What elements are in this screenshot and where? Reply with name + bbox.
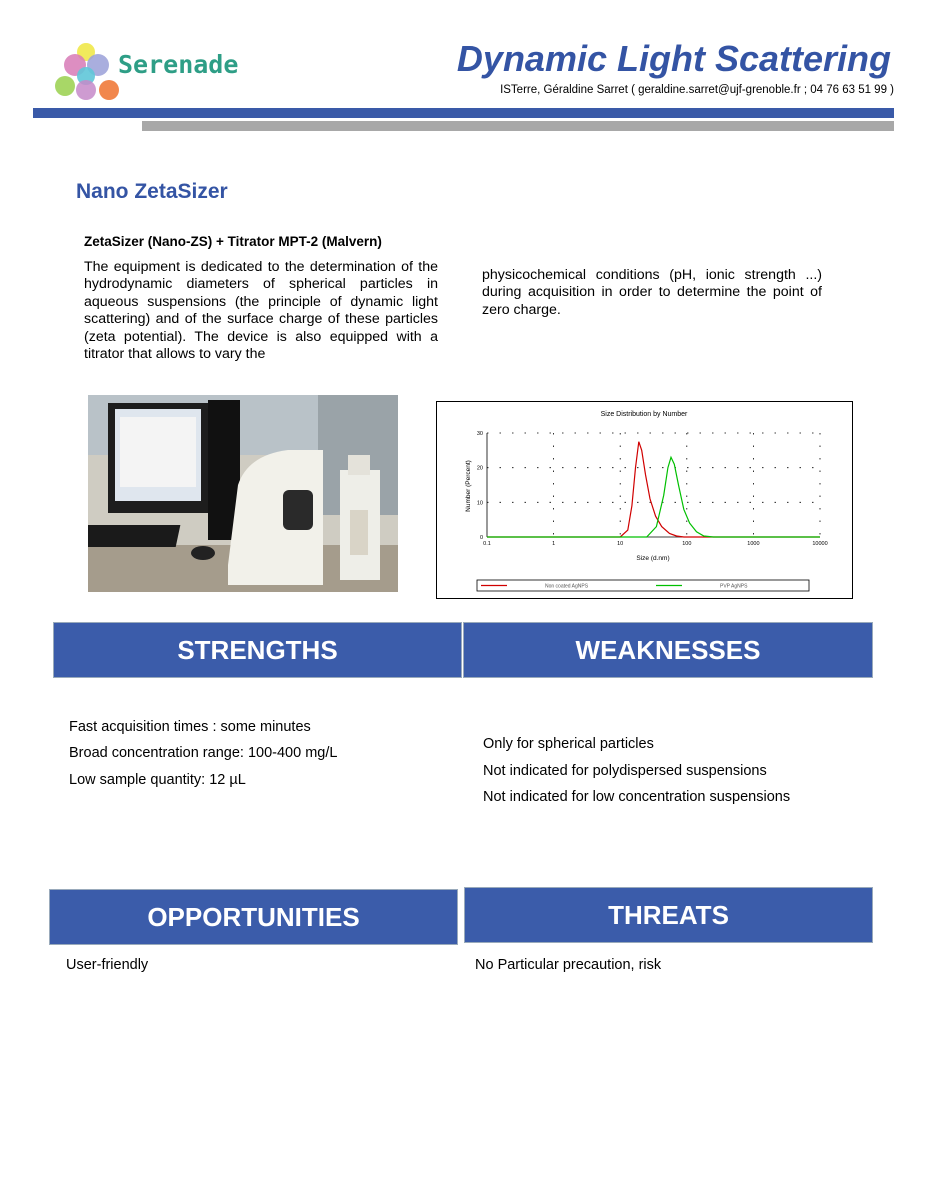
chart-series-line-2 <box>487 457 820 537</box>
strength-item: Low sample quantity: 12 µL <box>69 772 246 788</box>
chart-series <box>487 442 820 537</box>
chart-xlabel: Size (d.nm) <box>636 555 670 562</box>
section-subtitle: ZetaSizer (Nano-ZS) + Titrator MPT-2 (Malvern) <box>84 234 382 249</box>
threats-header: THREATS <box>464 887 873 943</box>
description-right: physicochemical conditions (pH, ionic strength ...) during acquisition in order to determine the point of zero charge. <box>482 267 822 318</box>
chart-series-line-1 <box>487 442 820 537</box>
header-bar-grey <box>142 121 894 131</box>
strengths-header: STRENGTHS <box>53 622 462 678</box>
chart-xtick-label: 0.1 <box>483 541 491 547</box>
opportunity-item: User-friendly <box>66 957 149 973</box>
page-title: Dynamic Light Scattering <box>456 38 891 79</box>
threat-item: No Particular precaution, risk <box>475 957 662 973</box>
contact-line: ISTerre, Géraldine Sarret ( geraldine.sarret@ujf-grenoble.fr ; 04 76 63 51 99 ) <box>500 84 894 96</box>
chart-grid <box>487 433 820 537</box>
opportunities-header: OPPORTUNITIES <box>49 889 458 945</box>
size-distribution-chart <box>436 401 853 599</box>
description-left: The equipment is dedicated to the determination of the hydrodynamic diameters of spherical particles in aqueous suspensions (the principle of dynamic light scattering) and of the surface charge of these particles (zeta potential). The device is also equipped with a titrator that allows to vary the <box>84 259 438 363</box>
header-bar-blue <box>33 108 894 118</box>
chart-title: Size Distribution by Number <box>600 411 688 418</box>
chart-legend-label: PVP AgNPS <box>720 583 748 590</box>
instrument-photo <box>88 395 398 592</box>
chart-xtick-label: 10000 <box>812 541 828 547</box>
chart-ytick-label: 0 <box>479 535 483 541</box>
chart-xtick-label: 100 <box>682 541 692 547</box>
chart-ytick-label: 30 <box>476 431 483 437</box>
chart-ylabel: Number (Percent) <box>465 460 472 512</box>
chart-legend <box>477 580 809 591</box>
weakness-item: Not indicated for low concentration suspensions <box>483 789 791 805</box>
chart-ytick-label: 10 <box>476 500 483 507</box>
weakness-item: Not indicated for polydispersed suspensions <box>483 763 767 779</box>
chart-xtick-label: 1000 <box>747 541 760 547</box>
chart-xtick-label: 10 <box>617 541 624 547</box>
section-title: Nano ZetaSizer <box>76 180 228 203</box>
strength-item: Broad concentration range: 100-400 mg/L <box>69 745 338 761</box>
chart-legend-label: Non coated AgNPS <box>545 583 589 590</box>
logo-text: Serenade <box>118 50 239 79</box>
chart-ytick-label: 20 <box>476 465 483 472</box>
strength-item: Fast acquisition times : some minutes <box>69 719 311 735</box>
weakness-item: Only for spherical particles <box>483 736 654 752</box>
chart-ticks <box>477 431 828 547</box>
weaknesses-header: WEAKNESSES <box>463 622 873 678</box>
chart-xtick-label: 1 <box>552 541 556 547</box>
